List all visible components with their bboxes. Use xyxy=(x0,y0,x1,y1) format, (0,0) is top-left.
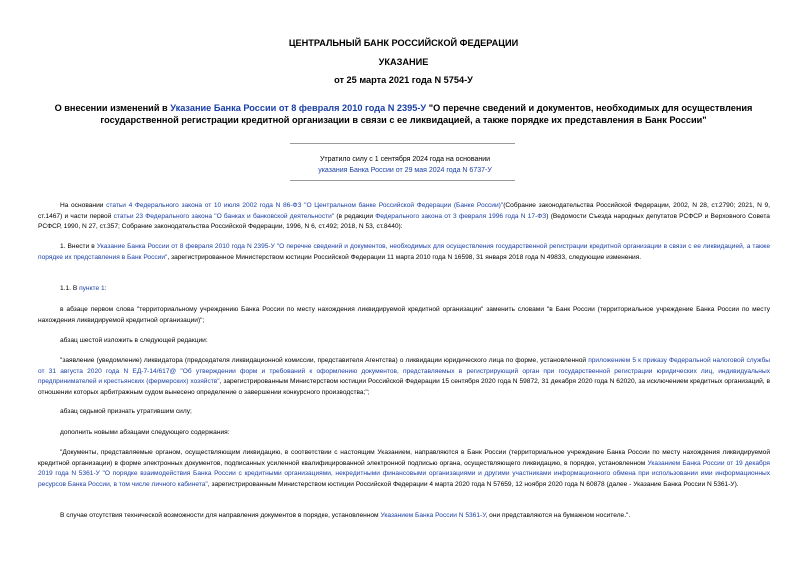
lost-force-line: Утратило силу с 1 сентября 2024 года на основании xyxy=(319,156,491,163)
paragraph-item-1-1 xyxy=(38,284,770,295)
p1-text-b: (Собрание законодательства Российской Федерации, 2002, N 28, ст.2790; 2021, N 9, ст.1467) и части первой xyxy=(38,202,770,220)
p9-text-b: , зарегистрированным Министерством юстиции Российской Федерации 4 марта 2020 года N 57659, 12 ноября 2020 года N 60878 (далее - Указание Банка России N 5361-У). xyxy=(207,480,739,488)
link-2395-u[interactable]: Указание Банка России от 8 февраля 2010 года N 2395-У "О перечне сведений и документов, необходимых для осуществления государственной регистрации кредитной организации в связи с ее ликвидацией, а также порядке их представления в Банк России" xyxy=(38,243,770,261)
paragraph-seventh-abzac: абзац седьмой признать утратившим силу; xyxy=(60,408,192,415)
p10-text-b: , они представляются на бумажном носителе.". xyxy=(485,512,631,519)
link-banks-law-article-23[interactable]: статьи 23 Федерального закона "О банках и банковской деятельности" xyxy=(113,212,335,220)
p1-text-a: На основании xyxy=(60,202,107,209)
link-point-1[interactable]: пункте 1 xyxy=(79,285,105,292)
paragraph-documents xyxy=(38,448,770,490)
paragraph-sixth-abzac: абзац шестой изложить в следующей редакции: xyxy=(60,337,208,344)
title-text-start: О внесении изменений в xyxy=(54,103,171,113)
paragraph-preamble xyxy=(38,201,770,233)
p3-text-b: : xyxy=(104,285,107,292)
link-86-fz-article-4[interactable]: статьи 4 Федерального закона от 10 июля 2002 года N 86-ФЗ "О Центральном банке Российской Федерации (Банке России)" xyxy=(106,202,504,209)
issuer-org: ЦЕНТРАЛЬНЫЙ БАНК РОССИЙСКОЙ ФЕДЕРАЦИИ xyxy=(288,38,519,48)
p2-text-b: , зарегистрированное Министерством юстиции Российской Федерации 11 марта 2010 года N 16598, 31 января 2018 года N 49833, следующие изменения. xyxy=(167,253,642,261)
paragraph-first-abzac: в абзаце первом слова "территориальному учреждению Банка России по месту нахождения ликвидируемой кредитной организации" заменить словами "в Банк России (территориальное учреждение Банка России по месту нахождения ликвидируемой кредитной организации)"; xyxy=(38,306,770,324)
p10-text-a: В случае отсутствия технической возможности для направления документов в порядке, установленном xyxy=(60,512,381,519)
paragraph-item-1 xyxy=(38,242,770,263)
link-17-fz[interactable]: Федерального закона от 3 февраля 1996 года N 17-ФЗ xyxy=(375,212,547,220)
p6-text-b: , зарегистрированным Министерством юстиции Российской Федерации 15 сентября 2020 года N 59872, 31 декабря 2020 года N 62020, за исключением кредитных организаций, в отношении которых арбитражным судом вынесено определение о завершении конкурсного производства;"; xyxy=(38,378,770,396)
divider-top xyxy=(290,143,515,144)
paragraph-statement-text xyxy=(38,356,770,398)
lost-force-link[interactable]: указания Банка России от 29 мая 2024 года N 6737-У xyxy=(318,167,492,174)
title-text-rest: "О перечне сведений и документов, необходимых для осуществления государственной регистрации кредитной организации в связи с ее ликвидацией, а также порядке их представления в Банк России" xyxy=(100,103,753,125)
paragraph-paper-submission xyxy=(38,511,770,522)
paragraph-add-abzacs: дополнить новыми абзацами следующего содержания: xyxy=(60,429,230,436)
link-5361-u-short[interactable]: Указанием Банка России N 5361-У xyxy=(380,512,486,519)
lost-force-note xyxy=(240,154,570,176)
p1-text-c: (в редакции xyxy=(334,212,376,220)
divider-bottom xyxy=(290,180,515,181)
document-title xyxy=(40,102,767,126)
p2-text-a: 1. Внести в xyxy=(60,243,97,250)
p9-text-a: "Документы, представляемые органом, осуществляющим ликвидацию, в соответствии с настоящим Указанием, направляются в Банк России (территориальное учреждение Банка России по месту нахождения ликвидируемой кредитной организации) в форме электронных документов, подписанных усиленной квалифицированной электронной подписью органа, осуществляющего ликвидацию, в порядке, установленном xyxy=(38,449,770,467)
p1-text-d: ) (Ведомости Съезда народных депутатов РСФСР и Верховного Совета РСФСР, 1990, N 27, ст.357; Собрание законодательства Российской Федерации, 1996, N 6, ст.492; 2018, N 53, ст.8440): xyxy=(38,212,770,231)
link-5361-u[interactable]: Указанием Банка России от 19 декабря 2019 года N 5361-У "О порядке взаимодействия Банка России с кредитными организациями, некредитными финансовыми организациями и другими участниками информационного обмена при использовании ими информационных ресурсов Банка России, в том числе личного кабинета" xyxy=(38,459,770,488)
p6-text-a: "заявление (уведомление) ликвидатора (председателя ликвидационной комиссии, представителя Агентства) о ликвидации юридического лица по форме, установленной xyxy=(60,357,589,364)
document-type: УКАЗАНИЕ xyxy=(378,57,429,67)
link-fns-order[interactable]: приложением 5 к приказу Федеральной налоговой службы от 31 августа 2020 года N ЕД-7-14/617@ "Об утверждении форм и требований к оформлению документов, представляемых в регистрирующий орган при государственной регистрации юридических лиц, индивидуальных предпринимателей и крестьянских (фермерских) хозяйств" xyxy=(38,357,770,386)
document-date-number: от 25 марта 2021 года N 5754-У xyxy=(334,75,473,85)
title-link-2395-u[interactable]: Указание Банка России от 8 февраля 2010 года N 2395-У xyxy=(170,103,427,113)
p3-text-a: 1.1. В xyxy=(60,285,80,292)
